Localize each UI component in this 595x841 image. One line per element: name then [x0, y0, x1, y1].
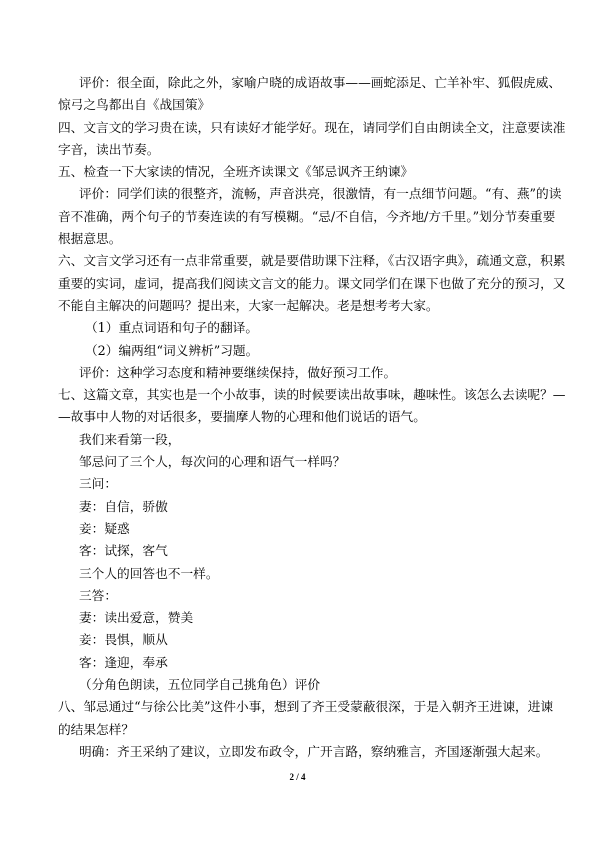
text-line: 我们来看第一段， [79, 431, 181, 447]
text-line: 四、文言文的学习贵在读，只有读好才能学好。现在，请同学们自由朗读全文，注意要读准 [58, 119, 566, 135]
text-line: 重要的实词，虚词，提高我们阅读文言文的能力。课文同学们在课下也做了充分的预习，又 [58, 275, 566, 291]
text-line: 字音，读出节奏。 [58, 141, 160, 157]
text-line: 音不准确，两个句子的节奏连读的有写模糊。“忌/不自信，今齐地/方千里。”划分节奏重要 [58, 208, 556, 224]
text-line: 评价：同学们读的很整齐，流畅，声音洪亮，很激情，有一点细节问题。“有、燕”的读 [79, 186, 562, 202]
text-line: （1）重点词语和句子的翻译。 [85, 320, 259, 336]
text-line: 根据意思。 [58, 231, 122, 247]
text-line: 五、检查一下大家读的情况，全班齐读课文《邹忌讽齐王纳谏》 [58, 164, 414, 180]
text-line: 妻：自信，骄傲 [79, 498, 168, 514]
text-line: 邹忌问了三个人，每次问的心理和语气一样吗？ [79, 454, 346, 470]
text-line: 七、这篇文章，其实也是一个小故事，读的时候要读出故事味，趣味性。该怎么去读呢？— [58, 387, 566, 403]
text-line: 不能自主解决的问题吗？提出来，大家一起解决。老是想考考大家。 [58, 297, 439, 313]
text-line: 客：逢迎，奉承 [79, 654, 168, 670]
text-line: 惊弓之鸟都出自《战国策》 [58, 97, 211, 113]
text-line: 评价：这种学习态度和精神要继续保持，做好预习工作。 [79, 364, 397, 380]
text-line: 妾：畏惧，顺从 [79, 632, 168, 648]
text-line: 三个人的回答也不一样。 [79, 565, 219, 581]
text-line: 明确：齐王采纳了建议，立即发布政令，广开言路，察纳雅言，齐国逐渐强大起来。 [79, 743, 549, 759]
document-body [58, 72, 566, 763]
text-line: 妻：读出爱意，赞美 [79, 610, 194, 626]
text-line: —故事中人物的对话很多，要揣摩人物的心理和他们说话的语气。 [58, 409, 426, 425]
text-line: 的结果怎样？ [58, 721, 135, 737]
text-line: （分角色朗读，五位同学自己挑角色）评价 [79, 677, 321, 693]
page-number: 2 / 4 [289, 772, 306, 782]
text-line: （2）编两组“词义辨析”习题。 [85, 342, 259, 358]
text-line: 三答： [79, 587, 118, 603]
text-line: 八、邹忌通过“与徐公比美”这件小事，想到了齐王受蒙蔽很深，于是入朝齐王进谏，进谏 [58, 699, 554, 715]
text-line: 评价：很全面，除此之外，家喻户晓的成语故事——画蛇添足、亡羊补牢、狐假虎威、 [79, 75, 562, 90]
text-line: 客：试探，客气 [79, 543, 168, 559]
text-line: 六、文言文学习还有一点非常重要，就是要借助课下注释，《古汉语字典》，疏通文意，积累 [58, 253, 566, 269]
text-line: 三问： [79, 476, 118, 492]
text-line: 妾：疑惑 [79, 520, 130, 536]
